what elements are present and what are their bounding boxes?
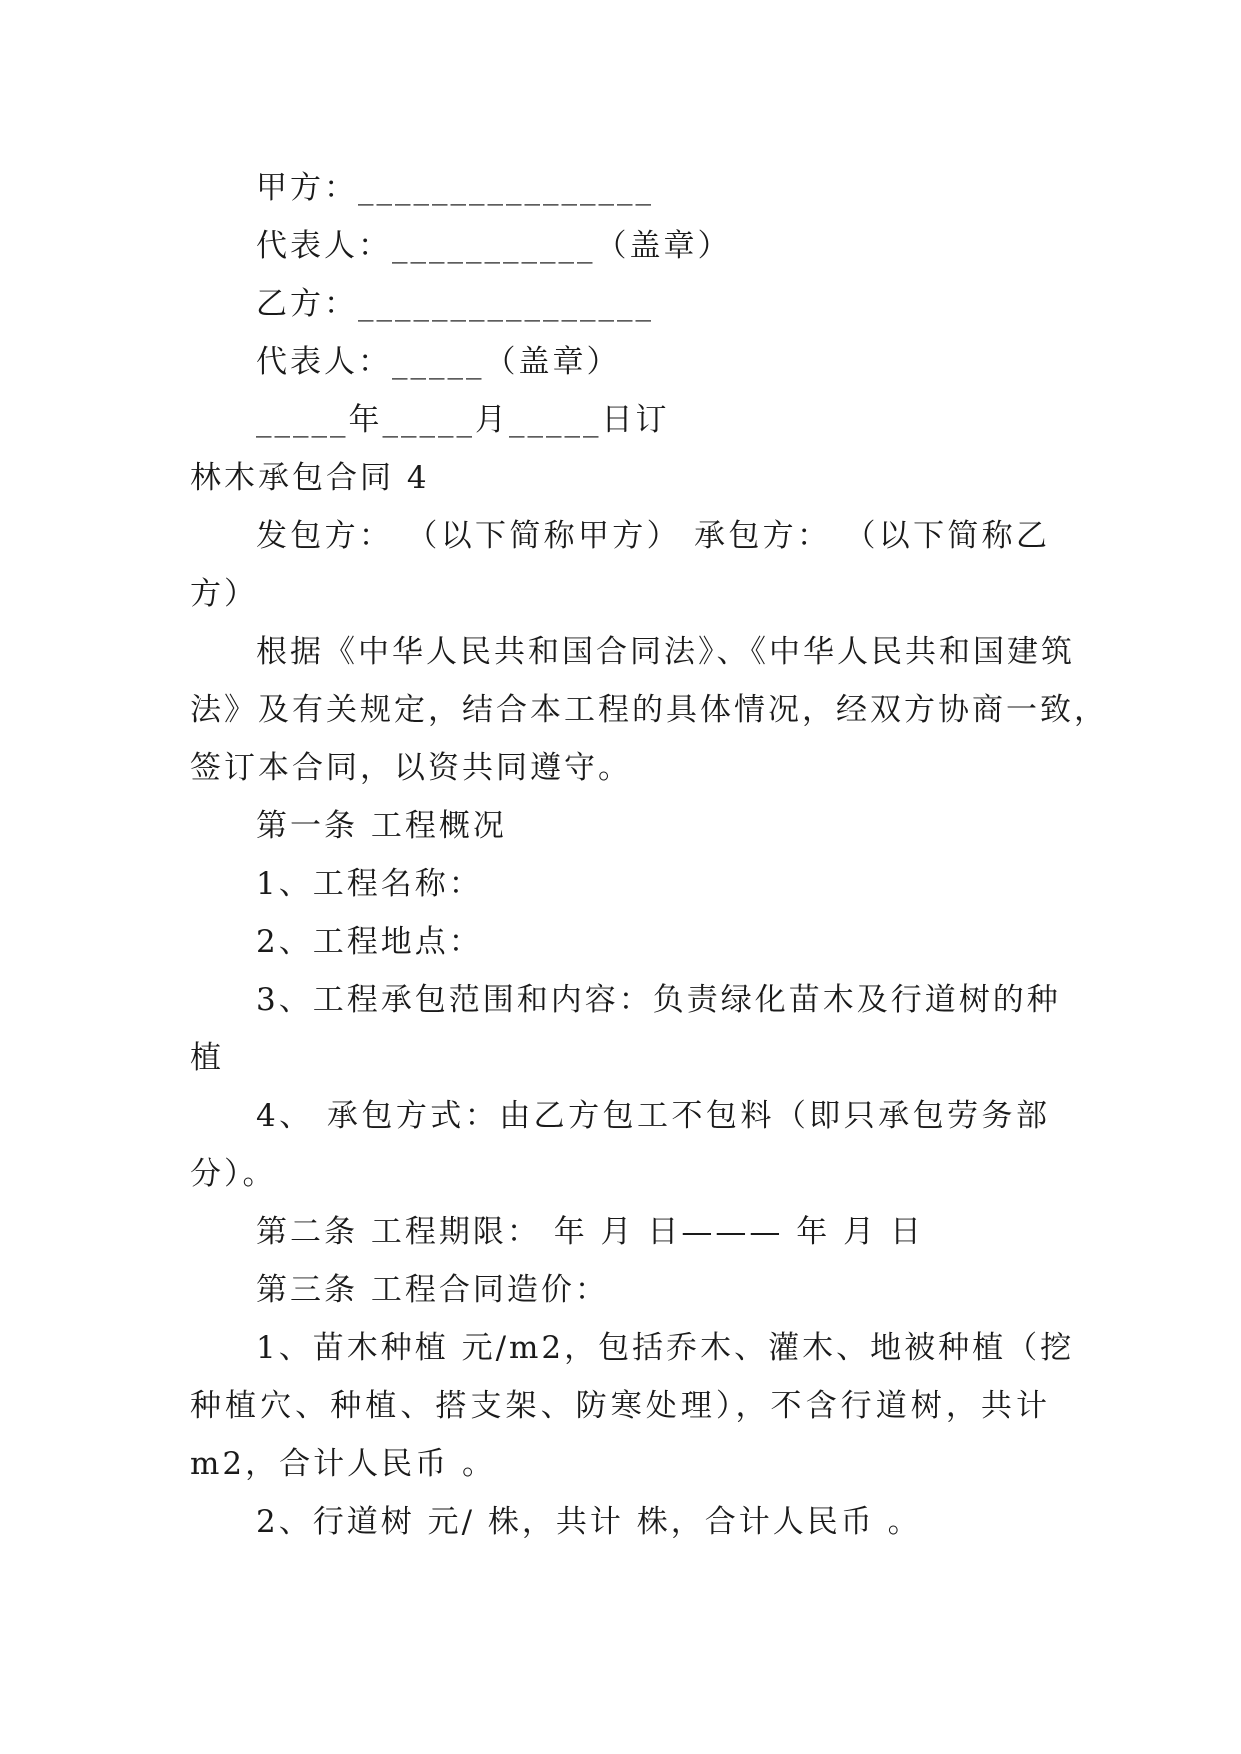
parties-paragraph-line-2: 方） <box>190 576 258 612</box>
parties-paragraph-line-1: 发包方： （以下简称甲方） 承包方： （以下简称乙 <box>256 518 1050 554</box>
contract-mode-line-2: 分）。 <box>190 1156 277 1192</box>
party-a-line: 甲方：________________ <box>256 170 654 206</box>
seedling-price-line-3: m2，合计人民币 。 <box>190 1446 496 1482</box>
article-3-heading: 第三条 工程合同造价： <box>256 1272 609 1308</box>
article-1-heading: 第一条 工程概况 <box>256 808 507 844</box>
seedling-price-line-2: 种植穴、种植、搭支架、防寒处理），不含行道树，共计 <box>190 1388 1050 1424</box>
preamble-line-3: 签订本合同，以资共同遵守。 <box>190 750 632 786</box>
seedling-price-line-1: 1、苗木种植 元/m2，包括乔木、灌木、地被种植（挖 <box>256 1330 1075 1366</box>
party-a-representative-line: 代表人：___________（盖章） <box>256 228 732 264</box>
contract-title: 林木承包合同 4 <box>190 460 430 496</box>
preamble-line-2: 法》及有关规定，结合本工程的具体情况，经双方协商一致， <box>190 692 1108 728</box>
project-location-line: 2、工程地点： <box>256 924 483 960</box>
article-2-period-line: 第二条 工程期限： 年 月 日——— 年 月 日 <box>256 1214 924 1250</box>
project-scope-line-2: 植 <box>190 1040 224 1076</box>
street-tree-price-line: 2、行道树 元/ 株，共计 株，合计人民币 。 <box>256 1504 922 1540</box>
project-scope-line-1: 3、工程承包范围和内容：负责绿化苗木及行道树的种 <box>256 982 1061 1018</box>
contract-mode-line-1: 4、 承包方式：由乙方包工不包料（即只承包劳务部 <box>256 1098 1050 1134</box>
signing-date-line: _____年_____月_____日订 <box>256 402 670 438</box>
preamble-line-1: 根据《中华人民共和国合同法》、《中华人民共和国建筑 <box>256 634 1075 670</box>
project-name-line: 1、工程名称： <box>256 866 483 902</box>
party-b-line: 乙方：________________ <box>256 286 654 322</box>
party-b-representative-line: 代表人：_____（盖章） <box>256 344 621 380</box>
